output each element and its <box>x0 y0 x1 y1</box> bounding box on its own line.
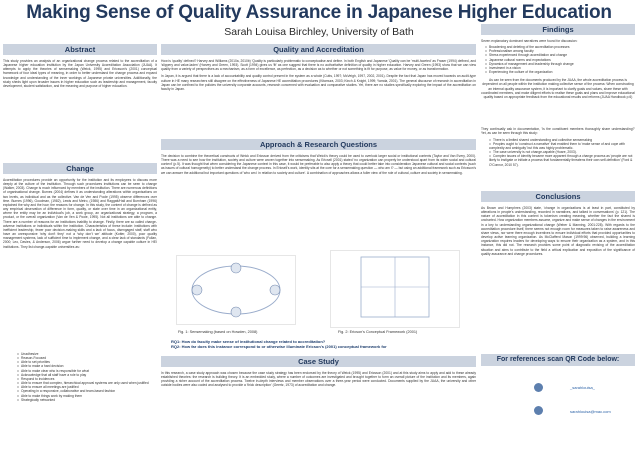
left-column <box>3 44 157 402</box>
list-item: □ Investment in a vision <box>485 66 635 70</box>
poster-title: Making Sense of Quality Assurance in Japanese Higher Education <box>26 2 612 23</box>
list-item: □ Complex issues of identity became more apparent through a change process as 'people are not likely to instigate or initiate a process that fundamentally threatens their own self-definition' (Ford & O'Connor, 2010 57). <box>489 154 635 166</box>
list-item: □ Unadhesive <box>17 352 157 356</box>
list-item: □ Dynamics of management and leadership through change <box>485 62 635 66</box>
change-body: Accreditation procedures provide an opportunity for the institution and its employees to discuss more deeply at the culture of the institution. Through such procedures institutions can be seen to change (Walker, 2003). Change is much influenced by members of the institution. There are numerous definitions of organisational change. Burnes (2004) defines it as understanding alterations within organisations on two levels, as individual and as the collective. Van de Ven and Poole (1995) observe differences over time. Burnes (1996), Goodman, (1982), Lewis and Metro, (1986) and Raggatt/Hall and Burnham (1996) explained the why and the how; the reasons for change. In this study, the content of change is defined as any empirical observation of difference in form, quality, or state over time in an organizational entity, where the entity may be an individual's job, a work group, an organizational strategy, a program, a product, or the overall organization (Van de Ven & Poole, 1995). Not all institutions are able to change. There are a number of reasons for an institutions inability to change. Firstly, there are so called change-adverse institutions or individuals within the institution. Characteristics of these include: institutions with inefficient leadership, fewer poor decision-making skills and a lack of focus, disengaged staff, staff who have an unresponsive 'why don't they' not a 'why don't we' attitude (Kotter, 2000), poor quality management systems, lack of sufficient time to implement change, and a clear lack of standards (Fullan, 2000; Leo, Davies, & Anderson, 2006) argue further need to develop a change capable culture in HEI institutions. They list change-capable universities as: <box>3 178 157 249</box>
right-column <box>481 24 635 363</box>
findings-list <box>485 45 635 74</box>
rq2: RQ2: How far does this instance correspond to or otherwise illuminate Ericson's (2001) conceptual framework for <box>171 344 387 349</box>
middle-column <box>161 44 476 196</box>
change-heading: Change <box>3 163 157 174</box>
figure1-caption: Fig. 1: Sensemaking (based on Howden, 2008) <box>178 330 258 334</box>
findings-quote: As can be seen from the documents produced by the JUAA, the whole accreditation process is dependent on all people within the institution making collective sense of the process: When constructing an internal quality assurance system, it is important to clarify goals and values, share these with coordinated members, and make diligent efforts to realise these goals and plans and improve educational quality based on appropriate feedback from the educational results and reforms (JUAA Handbook p.6) <box>481 78 635 99</box>
ericson-framework-diagram <box>331 251 459 327</box>
list-item: □ Able to make a hard decision <box>17 364 157 368</box>
case-heading: Case Study <box>161 356 476 367</box>
list-item: □ Professionalism among faculty <box>485 49 635 53</box>
approach-heading: Approach & Research Questions <box>161 139 476 150</box>
poster-author: Sarah Louisa Birchley, University of Bath <box>224 26 414 38</box>
twitter-handle[interactable]: _sarahlouisa_ <box>570 385 595 390</box>
list-item: □ Broadening and deleting of the accreditation processes <box>485 45 635 49</box>
list-item: □ Respond to incidences <box>17 377 157 381</box>
conclusions-body: As Brown and Humphres (2003) state, 'change in organizations is at least in part, constituted by alterations in people's understanding, recorded in narratives, and talked in conversations' (p. 121). The nature of accreditation in this context is tokenism creating meaning, whether the fact the shared is uncharted. How organization members assume, organize and make sense of changes in the environment in a key to understanding organizational change (Weber & Manning, 2001:228). With regards to the accreditation procedure itself, there seems not enough room for measures taken to raise awareness and share views, nor were there enough incentives to ensure individual efforts that provided opportunities to develop active learning organization. As McClafferd Mason (1999:96) observed, building a learning organization requires leaders for developing ways to ensure their organization as a system, and in this instance, this did not. The research provides some point of diagnostic revising of the accreditation situation and aims to contribute to the field a critical explication and exposition of the significance of quality assurance and change procedures. <box>481 206 635 256</box>
quality-body <box>161 59 476 135</box>
list-item: □ Able to ensure all meetings are justified <box>17 385 157 389</box>
findings-list-2 <box>489 138 635 167</box>
quality-paragraph: In Japan, it is argued that there is a lack of accountability and quality control present in the system as a whole (Cutts, 1997; McVeigh, 1997, 2002, 2001). Despite the fact that Japan has moved towards an audit-type culture in HE many researchers still disagree on the effectiveness of Japanese HE accreditation procedures (Kitamura, 2003; Kinch & Knight, 1999; Yamda, 2001). The general discourse of research in accreditation in Japan can be confined to the policies the university corporate accounts, research concerned with evaluation and comparative studies. Yet, there are no studies specifically exploring the impact of the accreditation on faculty in Japan. <box>161 74 476 91</box>
approach-body: The decision to combine the theoretical constructs of Weick and Ericsson derived from the criticisms that Weick's theory could be used to overlook larger social or institutional contexts (Taylor and Van Every, 2000). There was a need to see how the institution, society and culture were woven together into sensemaking. As Ericsell (2001) stated 'no organization can properly be understood apart from its wider social and cultural context' (p.5). It was thought that when considering the Japanese context in this case, it would be preferable to also apply a theory that could better take into consideration Japanese cultural and social contexts (such as issues of cultural homogeneity) to better understand the change process. In Ericsell's work, identity sits at the core for a sensemaking question — who am I? — but using an additional framework such as Ericsson's we can answer the additional but important questions of 'who am I in relation to society and culture'. A combination of approaches allows a fuller view of the role of cultural, culture and society in sensemaking. <box>161 154 476 175</box>
findings-body2: They continually ask in documentation, 'Is the constituent members thoroughly share understanding?' Yet, as can be seen through this study: <box>481 127 635 136</box>
case-study-section <box>161 356 476 451</box>
list-item: □ Experiencing the culture of the organization <box>485 70 635 74</box>
rq1: RQ1: How do faculty make sense of institutional change related to accreditation? <box>171 339 326 344</box>
list-item: □ Able to make clear who is responsible for what <box>17 369 157 373</box>
list-item: □ There is a limited shared understanding and collective sensemaking <box>489 138 635 142</box>
case-body: In this research, a case study approach was chosen because the case study strategy has been endorsed by the theory of Weick (1995) and Ericsson (2001) and at this study aims to apply and add to these already established theories: the research is building theory. It is an embedded study, where a number of outcomes are investigated and brought together to form an overall picture of the institution and its members, again providing a richer account of the accreditation process. Twelve in-depth interviews and member observations over a three-year period were conducted. Documents supplied by the JUAA, the university and other outside bodies were also coded and analysed to provide a 'thick description' (Geertz, 1973) of accreditation and change. <box>161 371 476 388</box>
email-link[interactable]: sarahlouisa@mac.com <box>570 409 611 414</box>
list-item: □ Japanese cultural norms and expectations <box>485 58 635 62</box>
list-item: □ Acknowledge that all staff have a role to play <box>17 373 157 377</box>
list-item: □ Able to make things work by making them <box>17 394 157 398</box>
twitter-icon <box>534 383 543 392</box>
list-item: □ Reason-Focused <box>17 356 157 360</box>
list-item: □ Strategically networked <box>17 398 157 402</box>
findings-intro: Seven explanatory dominant narratives were found for discussion: <box>481 39 578 43</box>
change-capable-list <box>17 352 157 402</box>
list-item: □ Able to set priorities <box>17 360 157 364</box>
quality-paragraph: How is 'quality' defined? Harvey and Williams (2010a, 2010b) 'Quality is particularly problematic to conceptualise and define. In both English and Japanese 'Quality can be 'multi-faceted' as Fraser (1994) defined, and 'slippery and value-laden' (Harvey and Green, 1993). Scott (1994) gives us 'fit' as one suggest that there is no authoritative definition of quality in higher education. Harvey and Green (1993) show that we can view quality from a variety of perspectives as a mechanism, as a form of excellence, as perfection, as a decision as to whether or not something is fit for purpose, as value for money, or as transformation. <box>161 59 476 72</box>
quality-heading: Quality and Accreditation <box>161 44 476 55</box>
list-item: □ Peoples ought to 'construct a narrative' that enabled them to 'make sense of and cope with complexity and ambiguity' but this was highly problematic. <box>489 142 635 150</box>
list-item: □ Able to ensure that complex, hierarchical approval systems are only used when justified <box>17 381 157 385</box>
research-questions <box>171 339 471 349</box>
figure2-caption: Fig. 2: Ericson's Conceptual Framework (2001) <box>338 330 418 334</box>
abstract-heading: Abstract <box>3 44 157 55</box>
email-icon <box>534 406 543 415</box>
list-item: □ Stress experienced through accreditation and change <box>485 53 635 57</box>
references-heading: For references scan QR Code below: <box>481 354 635 366</box>
sensemaking-diagram <box>177 256 295 324</box>
sensemaking-figure <box>176 255 296 325</box>
ericson-framework-figure <box>330 250 460 328</box>
abstract-body: This study provides an analysis of an organizational change process related to the accreditation of a Japanese higher education institution by the Japan University Accreditation Association (JUAA). It attempts to apply the theories of sensemaking (Weick, 1995) and Ericsson's (2001) conceptual framework of four ideal types of meaning, in order to better understand the change process and expand knowledge and understanding of the inner workings of Japanese private universities. Additionally, the study sheds light upon broader issues in higher education such as leadership and management, faculty development, student satisfaction, and the meaning and purpose of higher education. <box>3 59 157 88</box>
conclusions-heading: Conclusions <box>481 191 635 202</box>
list-item: □ Operating in a responsive, collaborative and team-based fashion <box>17 389 157 393</box>
findings-heading: Findings <box>481 24 635 35</box>
list-item: □ The case university is not change-capable (Hoare, 2003). <box>489 150 635 154</box>
